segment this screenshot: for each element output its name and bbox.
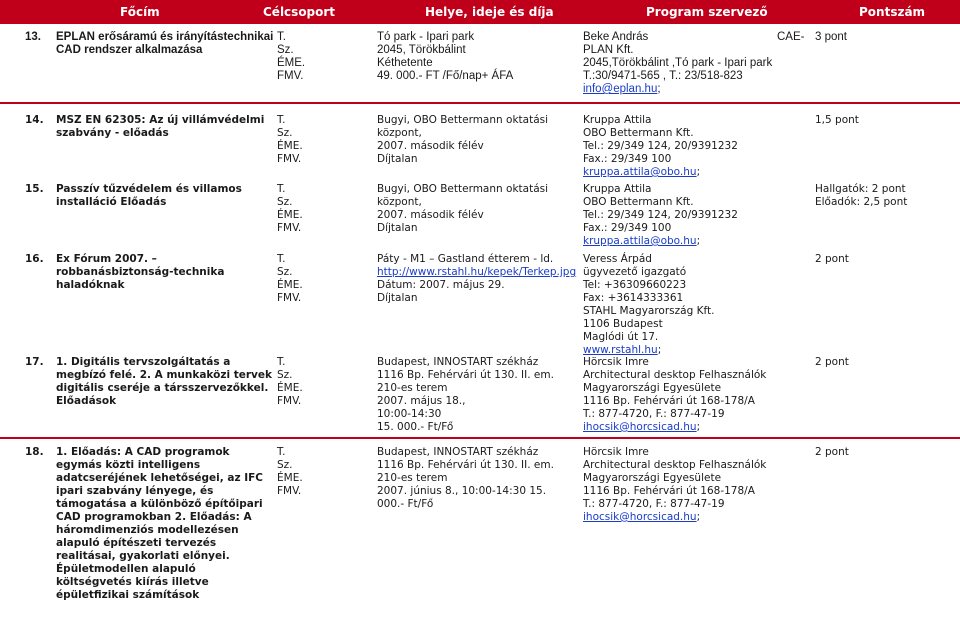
row-contact: Veress Árpád ügyvezető igazgató Tel: +36309660223 Fax: +3614333361 STAHL Magyarország Kft. 1106 Budapest Maglódi út 17. www.rstahl.hu; — [583, 253, 715, 356]
row-number: 14. — [25, 114, 44, 126]
contact-email-link[interactable]: ihocsik@horcsicad.hu — [583, 511, 697, 523]
contact-email-link[interactable]: kruppa.attila@obo.hu — [583, 166, 697, 178]
divider — [0, 102, 960, 104]
row-place: Budapest, INNOSTART székház 1116 Bp. Fehérvári út 130. II. em. 210-es terem 2007. május 18., 10:00-14:30 15. 000.- Ft/Fő — [377, 356, 554, 433]
row-points: 1,5 pont — [815, 114, 859, 126]
row-title: EPLAN erősáramú és irányítástechnikai CAD rendszer alkalmazása — [56, 31, 274, 56]
map-link[interactable]: http://www.rstahl.hu/kepek/Terkep.jpg — [377, 266, 577, 278]
row-place: Páty - M1 – Gastland étterem - ld. http://www.rstahl.hu/kepek/Terkep.jpg Dátum: 2007. május 29. Díjtalan — [377, 253, 577, 304]
row-place: Bugyi, OBO Bettermann oktatási központ, 2007. második félév Díjtalan — [377, 114, 549, 165]
row-number: 17. — [25, 356, 44, 368]
row-place: Tó park - Ipari park 2045, Törökbálint Kéthetente 49. 000.- FT /Fő/nap+ ÁFA — [377, 31, 514, 82]
row-contact: Beke András PLAN Kft. 2045,Törökbálint ,Tó park - Ipari park T.:30/9471-565 , T.: 23/518-823 info@eplan.hu; — [583, 31, 773, 95]
contact-web-link[interactable]: www.rstahl.hu — [583, 344, 658, 356]
row-number: 16. — [25, 253, 44, 265]
row-title: Ex Fórum 2007. – robbanásbiztonság-technika haladóknak — [56, 253, 225, 291]
header-pontszam: Pontszám — [859, 5, 926, 19]
contact-email-link[interactable]: ihocsik@horcsicad.hu — [583, 421, 697, 433]
row-contact: Hörcsik Imre Architectural desktop Felhasználók Magyarországi Egyesülete 1116 Bp. Fehérvári út 168-178/A T.: 877-4720, F.: 877-47-19 ihocsik@horcsicad.hu; — [583, 446, 767, 523]
contact-email-link[interactable]: kruppa.attila@obo.hu — [583, 235, 697, 247]
row-points: 3 pont — [815, 31, 847, 43]
row-title: Passzív tűzvédelem és villamos installáció Előadás — [56, 183, 242, 208]
row-title: 1. Digitális tervszolgáltatás a megbízó felé. 2. A munkaközi tervek digitális cseréje a társszervezőkkel. Előadások — [56, 356, 272, 407]
header-szervezo: Program szervező — [646, 5, 768, 19]
row-points: Hallgatók: 2 pont Előadók: 2,5 pont — [815, 183, 908, 208]
row-contact: Hörcsik Imre Architectural desktop Felhasználók Magyarországi Egyesülete 1116 Bp. Fehérvári út 168-178/A T.: 877-4720, F.: 877-47-19 ihocsik@horcsicad.hu; — [583, 356, 767, 433]
row-contact: Kruppa Attila OBO Bettermann Kft. Tel.: 29/349 124, 20/9391232 Fax.: 29/349 100 kruppa.attila@obo.hu; — [583, 114, 738, 178]
row-points: 2 pont — [815, 356, 849, 368]
row-number: 18. — [25, 446, 44, 458]
row-title: MSZ EN 62305: Az új villámvédelmi szabvány - előadás — [56, 114, 265, 139]
row-number: 13. — [25, 31, 41, 43]
row-labels: T. Sz. ÉME. FMV. — [277, 253, 303, 304]
row-labels: T. Sz. ÉME. FMV. — [277, 183, 303, 234]
header-focim: Főcím — [120, 5, 160, 19]
header-celcsoport: Célcsoport — [263, 5, 336, 19]
table-header — [0, 0, 960, 24]
row-contact: Kruppa Attila OBO Bettermann Kft. Tel.: 29/349 124, 20/9391232 Fax.: 29/349 100 kruppa.attila@obo.hu; — [583, 183, 738, 247]
row-labels: T. Sz. ÉME. FMV. — [277, 356, 303, 407]
row-points: 2 pont — [815, 253, 849, 265]
divider — [0, 437, 960, 439]
row-place: Bugyi, OBO Bettermann oktatási központ, 2007. második félév Díjtalan — [377, 183, 549, 234]
row-labels: T. Sz. ÉME. FMV. — [277, 114, 303, 165]
row-number: 15. — [25, 183, 44, 195]
row-labels: T. Sz. ÉME. FMV. — [277, 31, 306, 82]
row-title: 1. Előadás: A CAD programok egymás közti intelligens adatcseréjének lehetőségei, az IFC ipari szabvány lényege, és támogatása a különböző építőipari CAD programokban 2. Előadás: A háromdimenziós modellezésen alapuló építészeti tervezés realitásai, gyakorlati előnyei. Épületmodellen alapuló költségvetés kiírás illetve épületfizikai számítások — [56, 446, 263, 601]
header-helye: Helye, ideje és díja — [425, 5, 554, 19]
row-points: 2 pont — [815, 446, 849, 458]
row-labels: T. Sz. ÉME. FMV. — [277, 446, 303, 497]
cae-label: CAE- — [777, 31, 805, 43]
contact-email-link[interactable]: info@eplan.hu — [583, 83, 658, 95]
row-place: Budapest, INNOSTART székház 1116 Bp. Fehérvári út 130. II. em. 210-es terem 2007. június 8., 10:00-14:30 15. 000.- Ft/Fő — [377, 446, 554, 510]
